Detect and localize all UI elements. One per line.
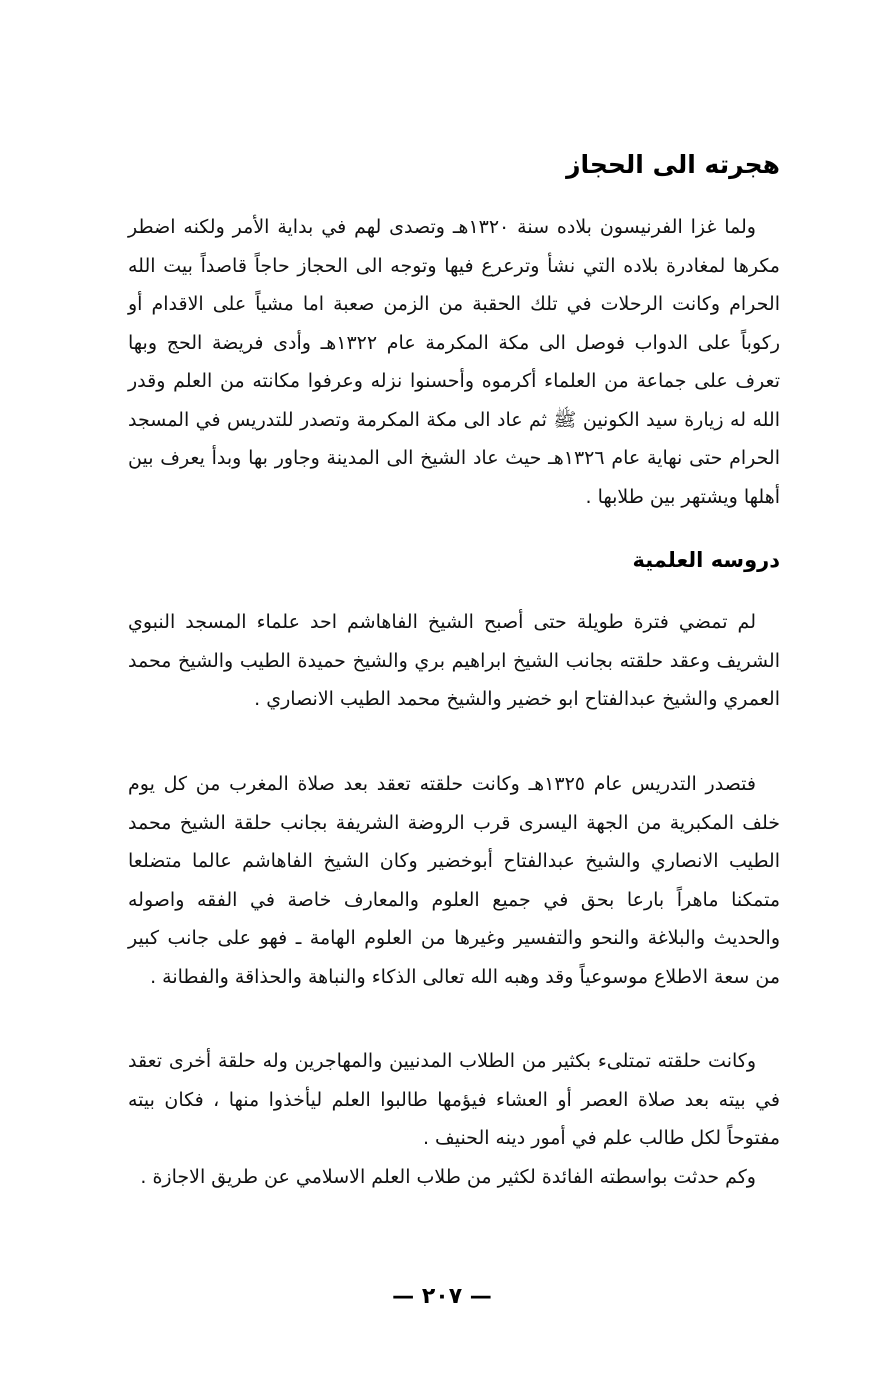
section-heading-lessons: دروسه العلمية	[632, 548, 780, 572]
paragraph-lessons-2	[128, 765, 780, 996]
paragraph-hijra	[128, 208, 780, 516]
paragraph-lessons-3	[128, 1042, 780, 1158]
section-heading-hijra: هجرته الى الحجاز	[566, 150, 780, 179]
paragraph-lessons-4	[128, 1158, 780, 1197]
paragraph-text: فتصدر التدريس عام ١٣٢٥هـ وكانت حلقته تعقد بعد صلاة المغرب من كل يوم خلف المكبرية من الجهة اليسرى قرب الروضة الشريفة بجانب حلقة الشيخ محمد الطيب الانصاري والشيخ عبدالفتاح أبوخضير وكان الشيخ الفاهاشم عالما متضلعا متمكنا ماهراً بارعا بحق في جميع العلوم والمعارف خاصة في الفقه واصوله والحديث والبلاغة والنحو والتفسير وغيرها من العلوم الهامة ـ فهو على جانب كبير من سعة الاطلاع موسوعياً وقد وهبه الله تعالى الذكاء والنباهة والحذاقة والفطانة .	[128, 773, 780, 988]
paragraph-text: وكم حدثت بواسطته الفائدة لكثير من طلاب العلم الاسلامي عن طريق الاجازة .	[140, 1166, 756, 1188]
paragraph-text: وكانت حلقته تمتلىء بكثير من الطلاب المدنيين والمهاجرين وله حلقة أخرى تعقد في بيته بعد صلاة العصر أو العشاء فيؤمها طالبوا العلم ليأخذوا منها ، فكان بيته مفتوحاً لكل طالب علم في أمور دينه الحنيف .	[128, 1050, 780, 1149]
paragraph-text: ولما غزا الفرنيسون بلاده سنة ١٣٢٠هـ وتصدى لهم في بداية الأمر ولكنه اضطر مكرها لمغادرة بلاده التي نشأ وترعرع فيها وتوجه الى الحجاز حاجاً قاصداً بيت الله الحرام وكانت الرحلات في تلك الحقبة من الزمن صعبة اما مشياً على الاقدام أو ركوباً على الدواب فوصل الى مكة المكرمة عام ١٣٢٢هـ وأدى فريضة الحج وبها تعرف على جماعة من العلماء أكرموه وأحسنوا نزله وعرفوا مكانته من العلم وقدر الله له زيارة سيد الكونين ﷺ ثم عاد الى مكة المكرمة وتصدر للتدريس في المسجد الحرام حتى نهاية عام ١٣٢٦هـ حيث عاد الشيخ الى المدينة وجاور بها وبدأ يعرف بين أهلها ويشتهر بين طلابها .	[128, 216, 780, 508]
paragraph-lessons-1	[128, 603, 780, 719]
paragraph-text: لم تمضي فترة طويلة حتى أصبح الشيخ الفاهاشم احد علماء المسجد النبوي الشريف وعقد حلقته بجانب الشيخ ابراهيم بري والشيخ حميدة الطيب والشيخ محمد العمري والشيخ عبدالفتاح ابو خضير والشيخ محمد الطيب الانصاري .	[128, 611, 780, 710]
page-number: — ٢٠٧ —	[392, 1284, 492, 1309]
